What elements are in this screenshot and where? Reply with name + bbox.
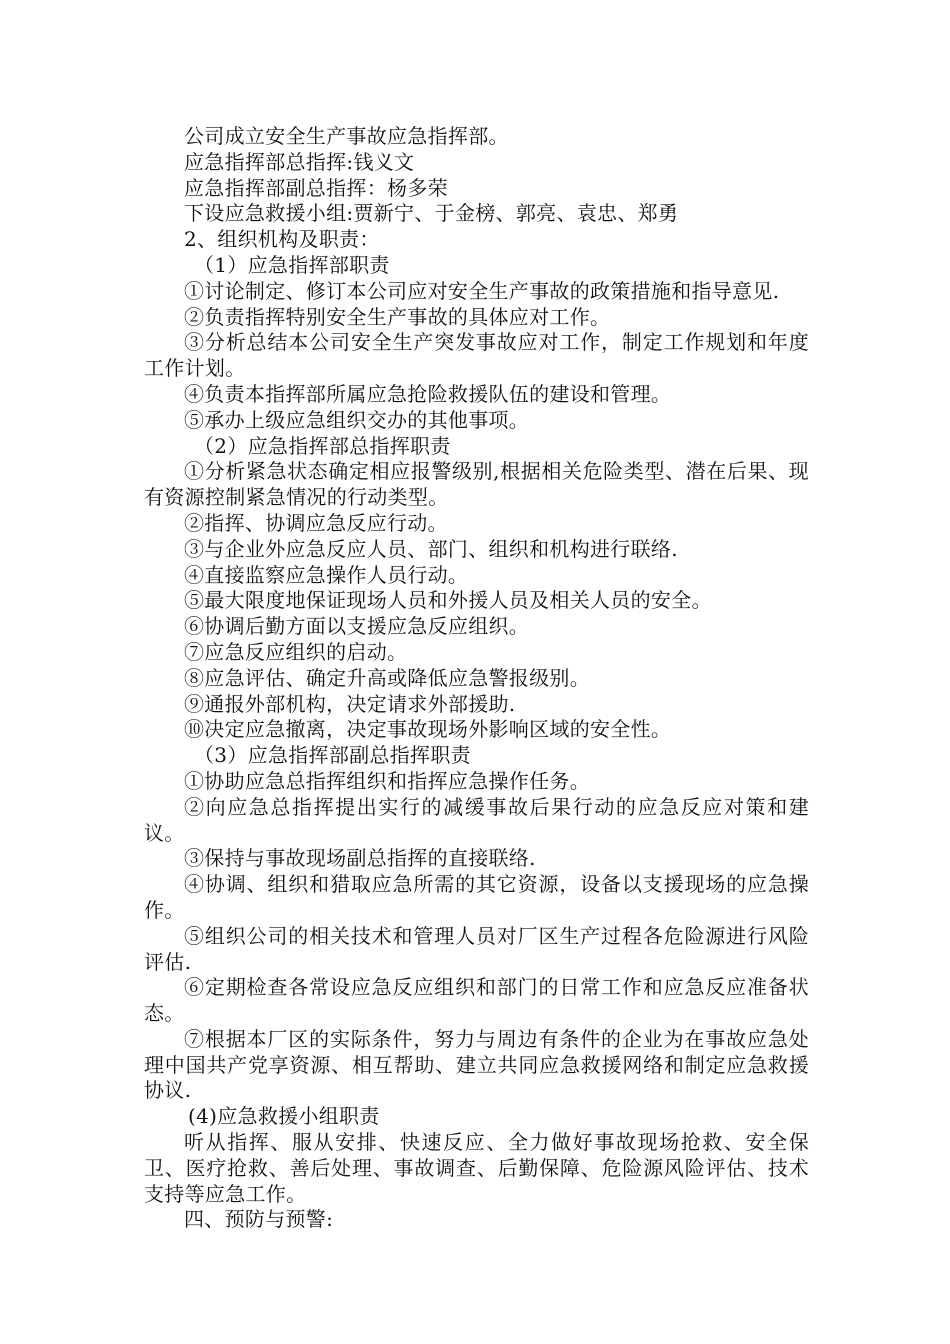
body-paragraph: ①分析紧急状态确定相应报警级别,根据相关危险类型、潜在后果、现有资源控制紧急情况的行动类型。 (144, 459, 809, 510)
body-paragraph: 应急指挥部总指挥:钱义文 (184, 149, 415, 174)
body-paragraph: ①协助应急总指挥组织和指挥应急操作任务。 (184, 768, 590, 793)
body-paragraph: ①讨论制定、修订本公司应对安全生产事故的政策措施和指导意见. (184, 278, 780, 303)
body-paragraph: ⑧应急评估、确定升高或降低应急警报级别。 (184, 665, 590, 690)
body-paragraph: ⑥定期检查各常设应急反应组织和部门的日常工作和应急反应准备状态。 (144, 975, 809, 1026)
body-paragraph: ②向应急总指挥提出实行的减缓事故后果行动的应急反应对策和建议。 (144, 794, 809, 845)
body-paragraph: 听从指挥、服从安排、快速反应、全力做好事故现场抢救、安全保卫、医疗抢救、善后处理、事故调查、后勤保障、危险源风险评估、技术支持等应急工作。 (144, 1130, 809, 1206)
body-paragraph: ③分析总结本公司安全生产突发事故应对工作，制定工作规划和年度工作计划。 (144, 330, 809, 381)
body-paragraph: ⑤承办上级应急组织交办的其他事项。 (184, 407, 530, 432)
body-paragraph: 下设应急救援小组:贾新宁、于金榜、郭亮、袁忠、郑勇 (184, 201, 679, 226)
body-paragraph: ⑤最大限度地保证现场人员和外援人员及相关人员的安全。 (184, 588, 712, 613)
body-paragraph: ⑤组织公司的相关技术和管理人员对厂区生产过程各危险源进行风险评估. (144, 923, 809, 974)
body-paragraph: ⑥协调后勤方面以支援应急反应组织。 (184, 614, 530, 639)
body-paragraph: ③保持与事故现场副总指挥的直接联络. (184, 846, 536, 871)
body-paragraph: ③与企业外应急反应人员、部门、组织和机构进行联络. (184, 536, 678, 561)
document-body (144, 124, 809, 1233)
body-paragraph: ④协调、组织和猎取应急所需的其它资源，设备以支援现场的应急操作。 (144, 872, 809, 922)
body-paragraph: ②负责指挥特别安全生产事故的具体应对工作。 (184, 304, 611, 329)
body-paragraph: ⑦根据本厂区的实际条件，努力与周边有条件的企业为在事故应急处理中国共产党享资源、相互帮助、建立共同应急救援网络和制定应急救援协议. (144, 1026, 809, 1103)
body-paragraph: ⑩决定应急撤离，决定事故现场外影响区域的安全性。 (184, 717, 672, 742)
body-paragraph: ⑦应急反应组织的启动。 (184, 639, 408, 664)
body-paragraph: ④直接监察应急操作人员行动。 (184, 562, 469, 587)
body-paragraph: 公司成立安全生产事故应急指挥部。 (184, 124, 509, 148)
body-paragraph: ②指挥、协调应急反应行动。 (184, 510, 448, 535)
body-paragraph: ⑨通报外部机构，决定请求外部援助. (184, 691, 516, 716)
body-paragraph: ④负责本指挥部所属应急抢险救援队伍的建设和管理。 (184, 381, 672, 406)
section-subheading: （1）应急指挥部职责 (194, 252, 390, 277)
body-paragraph: 2、组织机构及职责： (184, 227, 380, 252)
section-subheading: （3）应急指挥部副总指挥职责 (194, 743, 471, 768)
body-paragraph: 应急指挥部副总指挥：杨多荣 (184, 175, 448, 200)
section-subheading: (4)应急救援小组职责 (188, 1104, 380, 1129)
body-paragraph: 四、预防与预警: (184, 1207, 334, 1232)
section-subheading: （2）应急指挥部总指挥职责 (194, 433, 451, 458)
